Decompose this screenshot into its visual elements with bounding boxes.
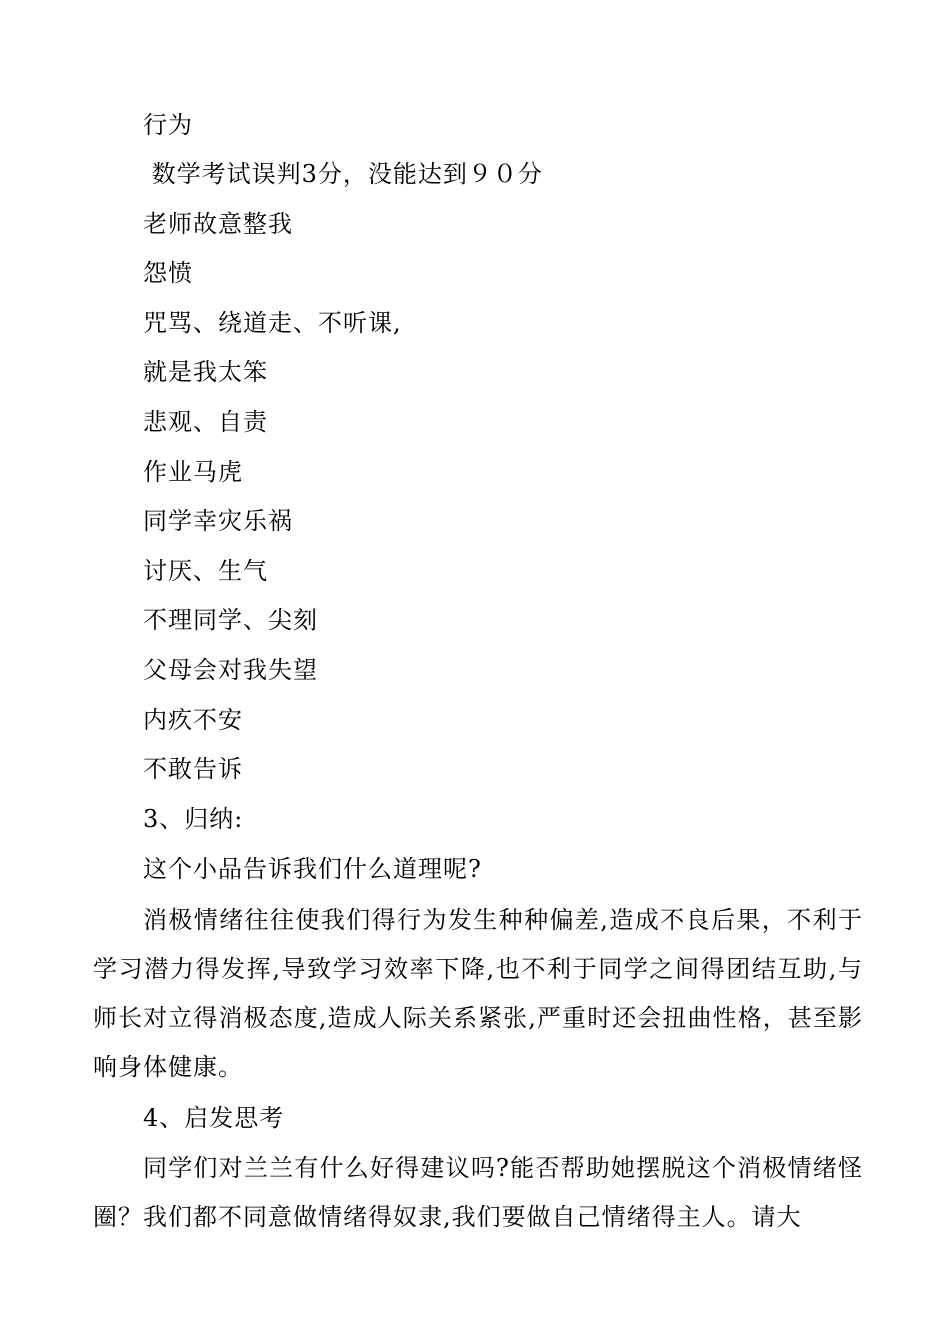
text-line: 这个小品告诉我们什么道理呢? (143, 855, 482, 883)
text-line: 内疚不安 (143, 706, 243, 734)
text-line: 悲观、自责 (143, 408, 268, 436)
paragraph: 同学们对兰兰有什么好得建议吗?能否帮助她摆脱这个消极情绪怪圈？我们都不同意做情绪得奴隶,我们要做自己情绪得主人。请大 (93, 1154, 863, 1231)
text-line: 行为 (143, 111, 193, 139)
text-line: 父母会对我失望 (143, 656, 318, 684)
text-line: 作业马虎 (143, 458, 243, 486)
text-line: 老师故意整我 (143, 210, 293, 238)
text-line: 同学幸灾乐祸 (143, 507, 293, 535)
text-line: 就是我太笨 (143, 358, 268, 386)
text-line: 咒骂、绕道走、不听课, (143, 309, 402, 337)
section-heading: 4、启发思考 (143, 1104, 285, 1132)
text-line: 讨厌、生气 (143, 557, 268, 585)
text-line: 不理同学、尖刻 (143, 606, 318, 634)
text-line: 怨愤 (143, 259, 193, 287)
text-line: 数学考试误判3分，没能达到９０分 (143, 160, 543, 188)
paragraph: 消极情绪往往使我们得行为发生种种偏差,造成不良后果，不利于学习潜力得发挥,导致学习效率下降,也不利于同学之间得团结互助,与师长对立得消极态度,造成人际关系紧张,严重时还会扭曲性格，甚至影响身体健康。 (93, 906, 863, 1081)
section-heading: 3、归纳: (143, 805, 244, 833)
text-line: 不敢告诉 (143, 755, 243, 783)
